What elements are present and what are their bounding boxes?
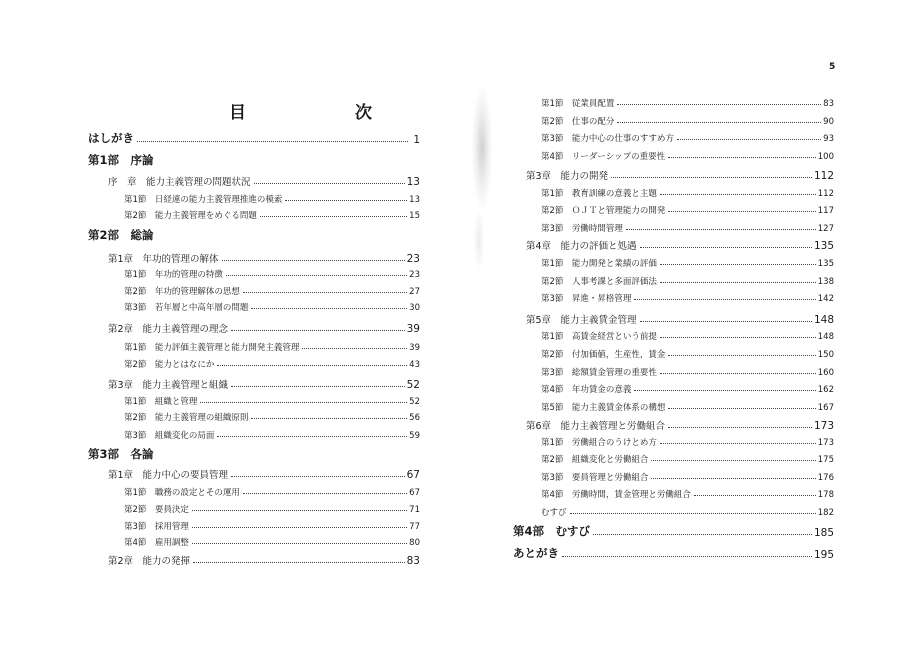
dot-leader <box>660 194 816 195</box>
dot-leader <box>222 260 405 261</box>
toc-entry-label: 第1節 年功的管理の特徴 <box>124 270 223 280</box>
toc-entry <box>88 130 420 146</box>
toc-entry-label: 第4節 リーダーシップの重要性 <box>541 152 666 162</box>
toc-entry-label: 第4節 年功賃金の意義 <box>541 385 632 395</box>
toc-entry-label: 第2節 年功的管理解体の思想 <box>124 287 240 297</box>
toc-page-number: 39 <box>409 343 420 353</box>
toc-entry <box>541 222 834 234</box>
toc-page-number: 100 <box>817 152 834 162</box>
toc-page-number: 77 <box>409 522 420 532</box>
dot-leader <box>192 527 407 528</box>
toc-page-number: 23 <box>406 253 420 265</box>
toc-page-number: 135 <box>817 259 834 269</box>
toc-entry <box>526 238 834 252</box>
dot-leader <box>651 460 815 461</box>
toc-entry <box>541 330 834 342</box>
toc-entry-label: 第2章 能力主義管理の理念 <box>108 324 229 335</box>
toc-entry-label: 第3節 昇進・昇格管理 <box>541 294 632 304</box>
toc-page-number: 1 <box>413 134 420 146</box>
dot-leader <box>231 330 405 331</box>
dot-leader <box>651 478 815 479</box>
toc-entry <box>541 132 834 144</box>
dot-leader <box>593 534 812 535</box>
dot-leader <box>660 373 816 374</box>
dot-leader <box>617 104 821 105</box>
dot-leader <box>231 386 405 387</box>
toc-entry-label: 第2節 能力主義管理の組織原則 <box>124 413 249 423</box>
dot-leader <box>634 299 815 300</box>
dot-leader <box>668 427 812 428</box>
toc-entry <box>124 520 420 532</box>
toc-page-number: 135 <box>813 240 834 252</box>
dot-leader <box>677 139 821 140</box>
dot-leader <box>217 365 407 366</box>
toc-entry <box>124 429 420 441</box>
dot-leader <box>634 390 815 391</box>
toc-entry-label: はしがき <box>88 131 134 145</box>
toc-entry-label: 第1節 高賃金経営という前提 <box>541 332 657 342</box>
toc-entry <box>108 467 420 481</box>
toc-entry-label: 第1部 序論 <box>88 153 154 167</box>
toc-page-number: 59 <box>409 431 420 441</box>
toc-page-number: 150 <box>817 350 834 360</box>
toc-entry-label: 第3章 能力主義管理と組織 <box>108 380 229 391</box>
toc-page-number: 142 <box>817 294 834 304</box>
dot-leader <box>694 495 816 496</box>
toc-entry <box>513 545 834 561</box>
toc-page-number: 127 <box>817 224 834 234</box>
toc-entry <box>108 553 420 567</box>
toc-page-number: 167 <box>817 403 834 413</box>
dot-leader <box>640 321 812 322</box>
toc-page-number: 160 <box>817 368 834 378</box>
toc-page-number: 39 <box>406 323 420 335</box>
toc-page-number: 13 <box>409 195 420 205</box>
toc-entry <box>526 312 834 326</box>
dot-leader <box>231 476 405 477</box>
toc-entry-label: 第1節 能力開発と業績の評価 <box>541 259 657 269</box>
dot-leader <box>668 211 815 212</box>
toc-entry <box>124 411 420 423</box>
toc-entry-label: 第4節 雇用調整 <box>124 538 189 548</box>
toc-entry-label: あとがき <box>513 546 559 560</box>
dot-leader <box>243 493 407 494</box>
dot-leader <box>285 200 407 201</box>
dot-leader <box>562 556 812 557</box>
toc-page-number: 43 <box>409 360 420 370</box>
toc-page-number: 117 <box>817 206 834 216</box>
toc-page-number: 178 <box>817 490 834 500</box>
toc-entry-label: 第3節 労働時間管理 <box>541 224 623 234</box>
page-gutter-shadow <box>472 88 492 208</box>
toc-entry-label: 第1節 組織と管理 <box>124 397 198 407</box>
dot-leader <box>640 247 812 248</box>
dot-leader <box>668 157 816 158</box>
toc-entry <box>541 383 834 395</box>
toc-entry-label: 第3節 採用管理 <box>124 522 189 532</box>
toc-entry <box>88 446 154 462</box>
toc-entry-label: 第1節 従業員配置 <box>541 99 615 109</box>
toc-entry-label: 第5節 能力主義賃金体系の構想 <box>541 403 666 413</box>
toc-page-number: 52 <box>406 379 420 391</box>
toc-entry <box>124 209 420 221</box>
toc-entry-label: 第2章 能力の発揮 <box>108 556 191 567</box>
dot-leader <box>660 282 816 283</box>
toc-page-number: 83 <box>823 99 834 109</box>
toc-entry <box>541 115 834 127</box>
toc-page-number: 56 <box>409 413 420 423</box>
toc-page-number: 15 <box>409 211 420 221</box>
toc-entry-label: 第1節 能力評価主義管理と能力開発主義管理 <box>124 343 300 353</box>
toc-entry-label: 第1節 教育訓練の意義と主題 <box>541 189 657 199</box>
toc-entry <box>541 453 834 465</box>
toc-entry-label: 第6章 能力主義管理と労働組合 <box>526 421 666 432</box>
toc-page-number: 67 <box>406 469 420 481</box>
dot-leader <box>217 436 407 437</box>
toc-entry-label: 序 章 能力主義管理の問題状況 <box>108 177 251 188</box>
toc-entry-label: 第2部 総論 <box>88 228 154 242</box>
toc-entry <box>541 97 834 109</box>
toc-entry-label: 第2節 組織変化と労働組合 <box>541 455 649 465</box>
toc-entry-label: 第2節 付加価値，生産性，賃金 <box>541 350 666 360</box>
toc-entry-label: 第1章 能力中心の要員管理 <box>108 470 229 481</box>
toc-entry-label: 第1章 年功的管理の解体 <box>108 254 219 265</box>
dot-leader <box>617 122 821 123</box>
toc-entry <box>124 268 420 280</box>
toc-entry-label: 第3節 要員管理と労働組合 <box>541 473 649 483</box>
toc-page-number: 195 <box>813 549 834 561</box>
toc-page-number: 80 <box>409 538 420 548</box>
dot-leader <box>251 418 407 419</box>
toc-entry-label: 第4章 能力の評価と処遇 <box>526 241 637 252</box>
toc-page-number: 173 <box>817 438 834 448</box>
dot-leader <box>137 141 408 142</box>
toc-entry-label: 第1節 職務の設定とその運用 <box>124 488 240 498</box>
toc-entry-label: 第4節 労働時間，賃金管理と労働組合 <box>541 490 691 500</box>
toc-page-number: 148 <box>817 332 834 342</box>
toc-page-number: 185 <box>813 527 834 539</box>
toc-page-number: 175 <box>817 455 834 465</box>
toc-entry <box>124 486 420 498</box>
toc-entry-label: 第3節 総額賃金管理の重要性 <box>541 368 657 378</box>
dot-leader <box>193 562 405 563</box>
toc-entry-label: 第3節 能力中心の仕事のすすめ方 <box>541 134 674 144</box>
toc-entry-label: 第2節 仕事の配分 <box>541 117 615 127</box>
toc-page-number: 13 <box>406 176 420 188</box>
toc-entry-label: むすび <box>541 508 567 518</box>
page-number: 5 <box>829 62 836 72</box>
dot-leader <box>254 183 405 184</box>
dot-leader <box>660 264 816 265</box>
dot-leader <box>668 408 815 409</box>
toc-entry-label: 第2節 要員決定 <box>124 505 189 515</box>
toc-entry-label: 第3節 組織変化の局面 <box>124 431 215 441</box>
toc-entry <box>541 436 834 448</box>
toc-entry <box>541 150 834 162</box>
toc-entry <box>124 285 420 297</box>
dot-leader <box>192 510 407 511</box>
dot-leader <box>243 292 407 293</box>
toc-page-number: 83 <box>406 555 420 567</box>
dot-leader <box>611 177 812 178</box>
dot-leader <box>192 543 407 544</box>
toc-entry-label: 第2節 ＯＪＴと管理能力の開発 <box>541 206 666 216</box>
toc-entry <box>541 348 834 360</box>
toc-entry <box>88 227 154 243</box>
toc-title: 目 次 <box>229 103 418 123</box>
dot-leader <box>660 443 816 444</box>
toc-entry <box>541 292 834 304</box>
dot-leader <box>570 513 816 514</box>
toc-page-number: 71 <box>409 505 420 515</box>
toc-entry <box>526 168 834 182</box>
toc-entry-label: 第2節 人事考課と多面評価法 <box>541 277 657 287</box>
toc-entry <box>124 341 420 353</box>
toc-entry <box>124 536 420 548</box>
toc-entry-label: 第2節 能力とはなにか <box>124 360 215 370</box>
toc-entry <box>108 251 420 265</box>
toc-page-number: 173 <box>813 420 834 432</box>
toc-page-number: 23 <box>409 270 420 280</box>
toc-entry <box>541 187 834 199</box>
toc-entry <box>108 174 420 188</box>
toc-entry <box>541 257 834 269</box>
toc-entry <box>124 503 420 515</box>
toc-entry <box>541 275 834 287</box>
page-gutter-shadow-lower <box>474 210 484 270</box>
toc-page-number: 90 <box>823 117 834 127</box>
toc-page-number: 30 <box>409 303 420 313</box>
toc-page-number: 162 <box>817 385 834 395</box>
toc-entry-label: 第1節 日経連の能力主義管理推進の模索 <box>124 195 283 205</box>
dot-leader <box>226 275 407 276</box>
toc-page-number: 93 <box>823 134 834 144</box>
toc-entry <box>541 488 834 500</box>
toc-entry <box>513 523 834 539</box>
dot-leader <box>626 229 816 230</box>
toc-entry <box>108 377 420 391</box>
dot-leader <box>660 337 816 338</box>
toc-page-number: 138 <box>817 277 834 287</box>
dot-leader <box>251 308 407 309</box>
dot-leader <box>668 355 815 356</box>
toc-entry <box>124 301 420 313</box>
toc-entry-label: 第1節 労働組合のうけとめ方 <box>541 438 657 448</box>
toc-entry <box>124 395 420 407</box>
dot-leader <box>302 348 407 349</box>
toc-entry-label: 第4部 むすび <box>513 524 591 538</box>
toc-entry <box>526 418 834 432</box>
toc-entry-label: 第3章 能力の開発 <box>526 171 609 182</box>
toc-page-number: 52 <box>409 397 420 407</box>
dot-leader <box>200 402 407 403</box>
toc-entry <box>124 193 420 205</box>
toc-page-number: 112 <box>817 189 834 199</box>
toc-entry-label: 第3部 各論 <box>88 447 154 461</box>
toc-page-number: 148 <box>813 314 834 326</box>
toc-page-number: 182 <box>817 508 834 518</box>
toc-entry <box>88 152 154 168</box>
toc-entry <box>124 358 420 370</box>
toc-entry <box>541 471 834 483</box>
toc-page-number: 67 <box>409 488 420 498</box>
toc-entry <box>541 401 834 413</box>
toc-entry <box>541 366 834 378</box>
toc-entry-label: 第3節 若年層と中高年層の問題 <box>124 303 249 313</box>
toc-entry-label: 第2節 能力主義管理をめぐる問題 <box>124 211 257 221</box>
toc-entry-label: 第5章 能力主義賃金管理 <box>526 315 637 326</box>
toc-page-number: 112 <box>813 170 834 182</box>
toc-page-number: 176 <box>817 473 834 483</box>
dot-leader <box>260 216 407 217</box>
toc-entry <box>541 204 834 216</box>
toc-entry <box>108 321 420 335</box>
toc-page-number: 27 <box>409 287 420 297</box>
toc-entry <box>541 506 834 518</box>
